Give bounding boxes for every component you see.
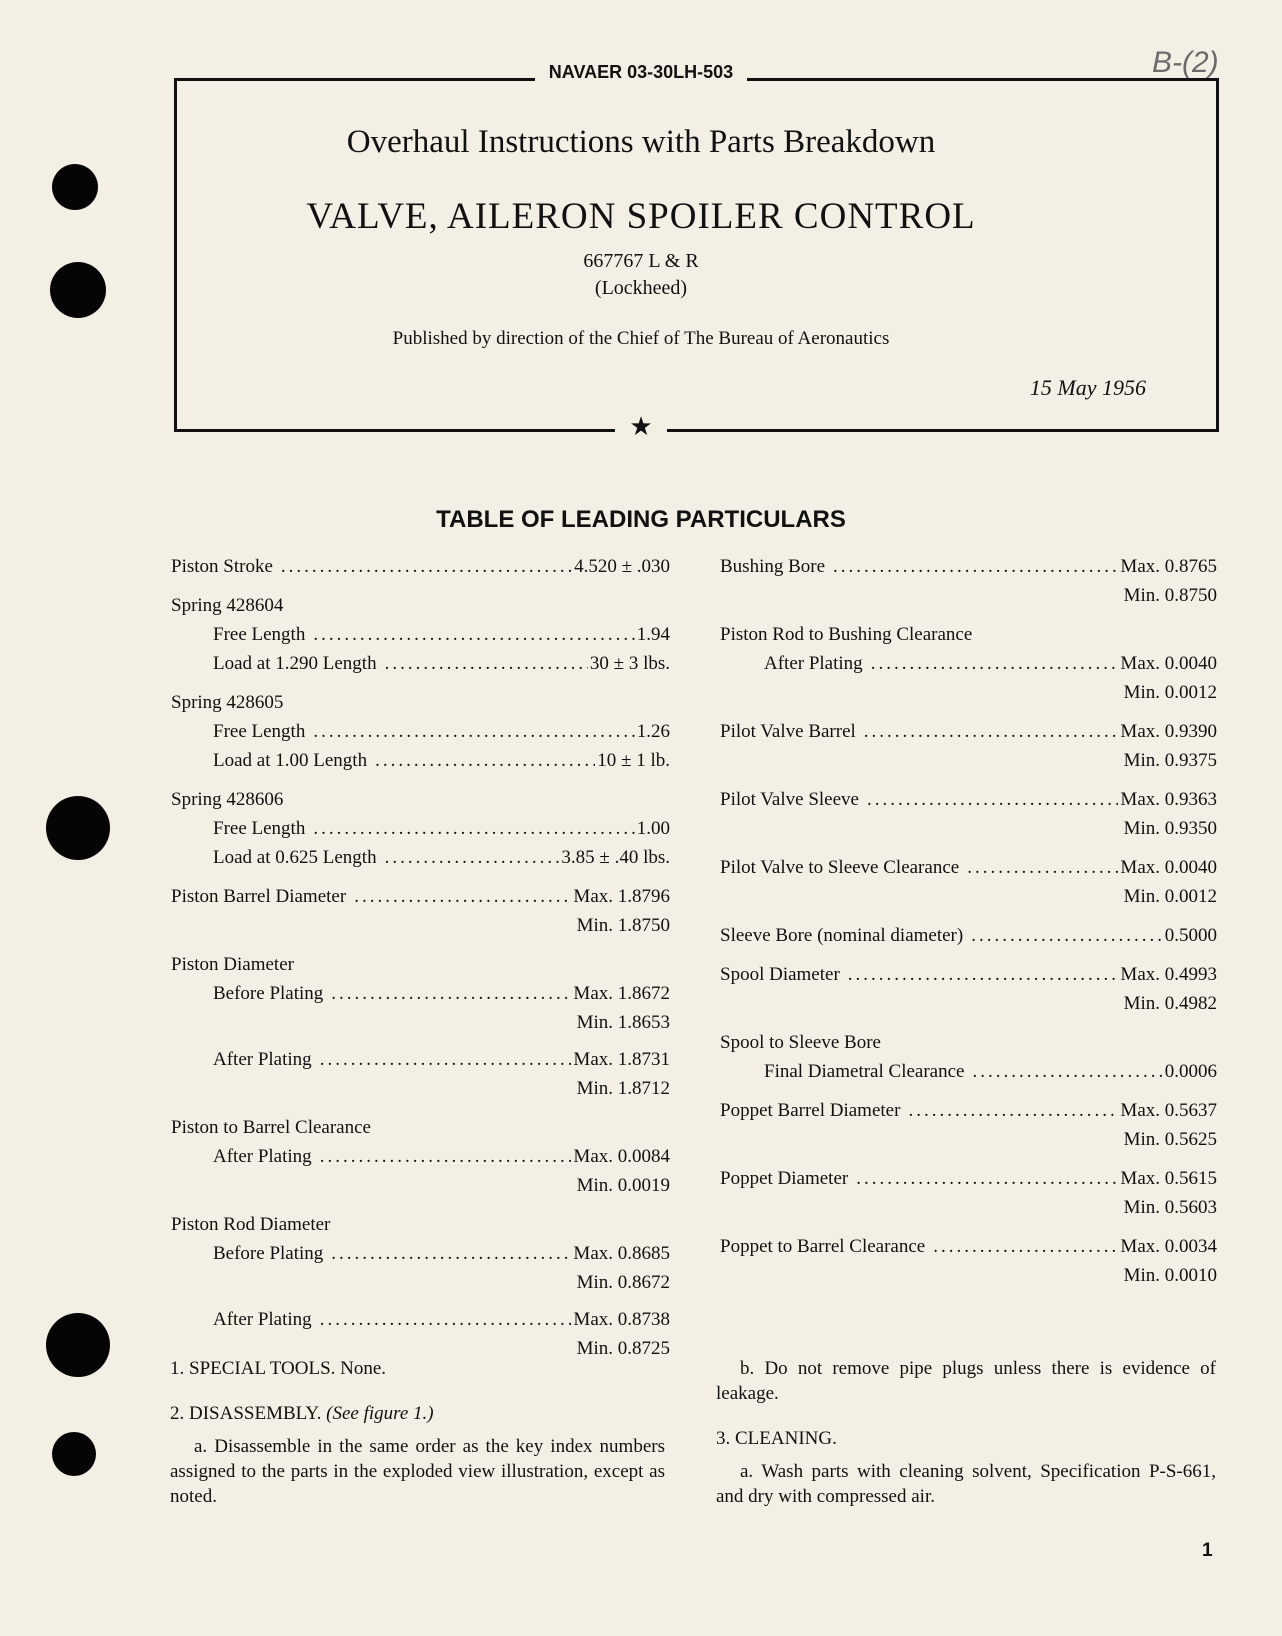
document-number: NAVAER 03-30LH-503	[0, 62, 1282, 83]
handwritten-mark: B-(2)	[1152, 46, 1219, 79]
particular-spring-428605: Spring 428605 Free Length ..... 1.26 Load at 1.00 Length ..... 10 ± 1 lb.	[171, 692, 670, 779]
particular-piston-barrel-diameter: Piston Barrel Diameter ..... Max. 1.8796 Min. 1.8750	[171, 886, 670, 944]
section-special-tools: 1. SPECIAL TOOLS. None.	[170, 1358, 387, 1379]
page-subtitle: Overhaul Instructions with Parts Breakdown	[346, 124, 936, 160]
particular-rod-to-bushing-clearance: Piston Rod to Bushing Clearance After Plating ..... Max. 0.0040 Min. 0.0012	[720, 624, 1217, 711]
particular-bushing-bore: Bushing Bore ..... Max. 0.8765 Min. 0.8750	[720, 556, 1217, 614]
section-disassembly-heading: 2. DISASSEMBLY. (See figure 1.)	[170, 1403, 434, 1424]
cleaning-step-a: a. Wash parts with cleaning solvent, Specification P-S-661, and dry with compressed air.	[716, 1461, 1216, 1507]
part-number: 667767 L & R	[583, 250, 699, 272]
page-number: 1	[1202, 1540, 1213, 1561]
particulars-right-column	[720, 556, 1217, 1304]
particular-piston-stroke: Piston Stroke ..... 4.520 ± .030	[171, 556, 670, 585]
publish-date: 15 May 1956	[1029, 375, 1146, 400]
punch-hole	[52, 1432, 96, 1476]
body-right-column	[716, 1356, 1216, 1509]
disassembly-step-a: a. Disassemble in the same order as the key index numbers assigned to the parts in the exploded view illustration, except as noted.	[170, 1436, 665, 1507]
particular-pilot-valve-sleeve: Pilot Valve Sleeve ..... Max. 0.9363 Min. 0.9350	[720, 789, 1217, 847]
particular-spool-diameter: Spool Diameter ..... Max. 0.4993 Min. 0.4982	[720, 964, 1217, 1022]
star-icon: ★	[0, 412, 1282, 442]
particular-piston-to-barrel-clearance: Piston to Barrel Clearance After Plating ..... Max. 0.0084 Min. 0.0019	[171, 1117, 670, 1204]
particular-spool-to-sleeve: Spool to Sleeve Bore Final Diametral Clearance ..... 0.0006	[720, 1032, 1217, 1090]
particular-poppet-diameter: Poppet Diameter ..... Max. 0.5615 Min. 0.5603	[720, 1168, 1217, 1226]
particular-piston-rod-diameter: Piston Rod Diameter Before Plating ..... Max. 0.8685 Min. 0.8672 After Plating ..... Max. 0.8738 Min. 0.8725	[171, 1214, 670, 1367]
particular-poppet-to-barrel-clearance: Poppet to Barrel Clearance ..... Max. 0.0034 Min. 0.0010	[720, 1236, 1217, 1294]
figure-reference: (See figure 1.)	[326, 1403, 434, 1424]
publisher-line: Published by direction of the Chief of The Bureau of Aeronautics	[392, 328, 890, 349]
particular-piston-diameter: Piston Diameter Before Plating ..... Max. 1.8672 Min. 1.8653 After Plating ..... Max. 1.8731 Min. 1.8712	[171, 954, 670, 1107]
particular-pilot-to-sleeve-clearance: Pilot Valve to Sleeve Clearance ..... Max. 0.0040 Min. 0.0012	[720, 857, 1217, 915]
manufacturer: (Lockheed)	[594, 277, 688, 299]
particular-sleeve-bore: Sleeve Bore (nominal diameter) ..... 0.5000	[720, 925, 1217, 954]
particular-spring-428604: Spring 428604 Free Length ..... 1.94 Load at 1.290 Length ..... 30 ± 3 lbs.	[171, 595, 670, 682]
table-title: TABLE OF LEADING PARTICULARS	[436, 506, 846, 533]
punch-hole	[46, 1313, 110, 1377]
particular-spring-428606: Spring 428606 Free Length ..... 1.00 Load at 0.625 Length ..... 3.85 ± .40 lbs.	[171, 789, 670, 876]
particular-poppet-barrel-diameter: Poppet Barrel Diameter ..... Max. 0.5637 Min. 0.5625	[720, 1100, 1217, 1158]
disassembly-step-b: b. Do not remove pipe plugs unless there is evidence of leakage.	[716, 1358, 1216, 1404]
page-title: VALVE, AILERON SPOILER CONTROL	[306, 196, 976, 237]
section-cleaning-heading: 3. CLEANING.	[716, 1428, 837, 1449]
punch-hole	[46, 796, 110, 860]
body-left-column	[170, 1356, 665, 1509]
particulars-left-column	[171, 556, 670, 1377]
particular-pilot-valve-barrel: Pilot Valve Barrel ..... Max. 0.9390 Min. 0.9375	[720, 721, 1217, 779]
